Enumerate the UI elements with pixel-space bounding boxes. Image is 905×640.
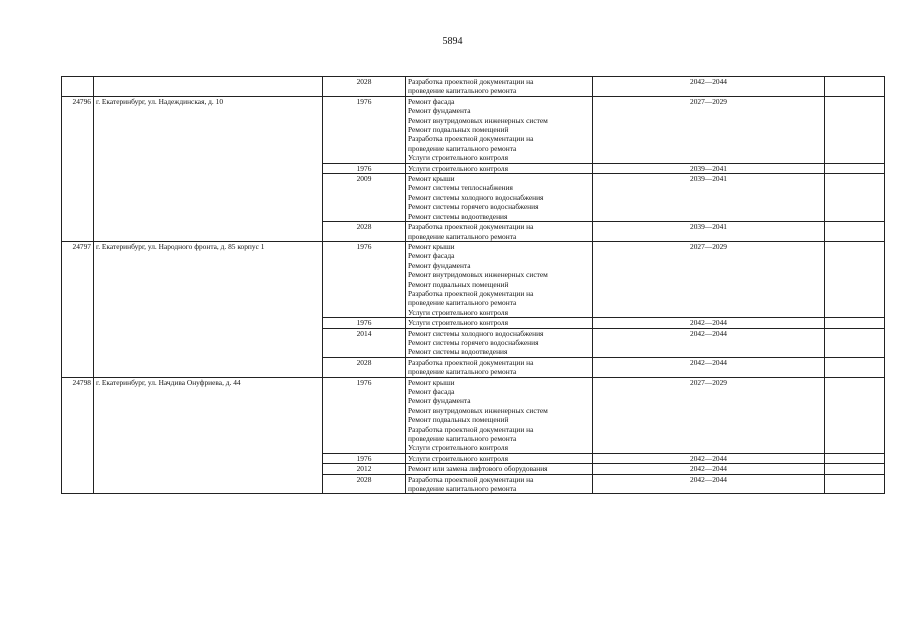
work-item: Ремонт крыши (408, 377, 455, 387)
work-item: проведение капитального ремонта (408, 484, 517, 494)
works-cell (406, 222, 593, 242)
work-item: Ремонт фундамента (408, 106, 471, 116)
empty-cell (825, 377, 885, 453)
period-cell: 2039—2041 (593, 174, 825, 222)
period-cell: 2039—2041 (593, 163, 825, 173)
work-item: Услуги строительного контроля (408, 453, 508, 463)
empty-cell (825, 453, 885, 463)
empty-cell (825, 174, 885, 222)
address-cell (94, 77, 323, 97)
work-item: Разработка проектной документации на (408, 134, 534, 144)
work-item: проведение капитального ремонта (408, 231, 517, 241)
table-body (62, 77, 885, 494)
period-cell: 2027—2029 (593, 96, 825, 163)
year-cell: 1976 (323, 163, 406, 173)
table-row (62, 77, 885, 97)
works-cell (406, 174, 593, 222)
work-item: Ремонт подвальных помещений (408, 415, 509, 425)
work-item: Разработка проектной документации на (408, 357, 534, 367)
year-cell: 2028 (323, 357, 406, 377)
work-item: Ремонт внутридомовых инженерных систем (408, 270, 548, 280)
work-item: Ремонт крыши (408, 174, 455, 184)
work-item: Ремонт подвальных помещений (408, 125, 509, 135)
works-cell (406, 464, 593, 474)
period-cell: 2042—2044 (593, 77, 825, 97)
work-item: Ремонт фасада (408, 96, 455, 106)
page-number: 5894 (442, 36, 463, 47)
address-cell: г. Екатеринбург, ул. Начдива Онуфриева, д. 44 (94, 377, 323, 494)
address-cell: г. Екатеринбург, ул. Народного фронта, д. 85 корпус 1 (94, 241, 323, 377)
works-cell (406, 77, 593, 97)
work-item: Ремонт подвальных помещений (408, 279, 509, 289)
table-row (62, 96, 885, 163)
work-item: Ремонт внутридомовых инженерных систем (408, 115, 548, 125)
works-cell (406, 318, 593, 328)
works-cell (406, 357, 593, 377)
works-cell (406, 241, 593, 317)
house-number-cell: 24798 (62, 377, 94, 494)
work-item: Разработка проектной документации на (408, 288, 534, 298)
works-cell (406, 377, 593, 453)
empty-cell (825, 222, 885, 242)
work-item: проведение капитального ремонта (408, 143, 517, 153)
period-cell: 2042—2044 (593, 464, 825, 474)
work-item: проведение капитального ремонта (408, 298, 517, 308)
house-number-cell (62, 77, 94, 97)
year-cell: 2009 (323, 174, 406, 222)
works-cell (406, 328, 593, 357)
year-cell: 2028 (323, 474, 406, 494)
work-item: Ремонт системы горячего водоснабжения (408, 337, 539, 347)
work-item: Ремонт или замена лифтового оборудования (408, 464, 548, 474)
empty-cell (825, 464, 885, 474)
work-item: Ремонт крыши (408, 241, 455, 251)
year-cell: 2014 (323, 328, 406, 357)
work-item: Ремонт системы водоотведения (408, 211, 508, 221)
work-item: Услуги строительного контроля (408, 443, 508, 453)
year-cell: 2028 (323, 222, 406, 242)
empty-cell (825, 96, 885, 163)
work-item: Ремонт фасада (408, 251, 455, 261)
work-item: Услуги строительного контроля (408, 307, 508, 317)
year-cell: 1976 (323, 241, 406, 317)
work-item: проведение капитального ремонта (408, 86, 517, 96)
period-cell: 2042—2044 (593, 453, 825, 463)
work-item: Ремонт внутридомовых инженерных систем (408, 405, 548, 415)
work-item: Услуги строительного контроля (408, 318, 508, 328)
empty-cell (825, 241, 885, 317)
work-item: проведение капитального ремонта (408, 434, 517, 444)
year-cell: 1976 (323, 453, 406, 463)
works-cell (406, 474, 593, 494)
year-cell: 2028 (323, 77, 406, 97)
period-cell: 2027—2029 (593, 241, 825, 317)
work-item: Разработка проектной документации на (408, 77, 534, 86)
empty-cell (825, 328, 885, 357)
work-item: Ремонт системы холодного водоснабжения (408, 192, 544, 202)
work-item: Ремонт системы теплоснабжения (408, 183, 513, 193)
empty-cell (825, 77, 885, 97)
works-cell (406, 96, 593, 163)
capital-repair-table (61, 76, 885, 494)
period-cell: 2042—2044 (593, 357, 825, 377)
work-item: Ремонт системы водоотведения (408, 347, 508, 357)
work-item: Ремонт фасада (408, 387, 455, 396)
year-cell: 1976 (323, 318, 406, 328)
work-item: Услуги строительного контроля (408, 153, 508, 163)
house-number-cell: 24796 (62, 96, 94, 241)
work-item: Ремонт фундамента (408, 260, 471, 270)
period-cell: 2042—2044 (593, 328, 825, 357)
work-item: Разработка проектной документации на (408, 424, 534, 434)
work-item: Разработка проектной документации на (408, 222, 534, 232)
year-cell: 1976 (323, 377, 406, 453)
empty-cell (825, 357, 885, 377)
work-item: Услуги строительного контроля (408, 163, 508, 173)
table-row (62, 377, 885, 453)
address-cell: г. Екатеринбург, ул. Надеждинская, д. 10 (94, 96, 323, 241)
house-number-cell: 24797 (62, 241, 94, 377)
period-cell: 2039—2041 (593, 222, 825, 242)
period-cell: 2042—2044 (593, 318, 825, 328)
year-cell: 1976 (323, 96, 406, 163)
work-item: Ремонт фундамента (408, 396, 471, 406)
period-cell: 2027—2029 (593, 377, 825, 453)
empty-cell (825, 163, 885, 173)
work-item: Разработка проектной документации на (408, 474, 534, 484)
work-item: Ремонт системы холодного водоснабжения (408, 328, 544, 338)
period-cell: 2042—2044 (593, 474, 825, 494)
work-item: проведение капитального ремонта (408, 367, 517, 377)
year-cell: 2012 (323, 464, 406, 474)
empty-cell (825, 474, 885, 494)
table-row (62, 241, 885, 317)
empty-cell (825, 318, 885, 328)
works-cell (406, 453, 593, 463)
work-item: Ремонт системы горячего водоснабжения (408, 202, 539, 212)
works-cell (406, 163, 593, 173)
